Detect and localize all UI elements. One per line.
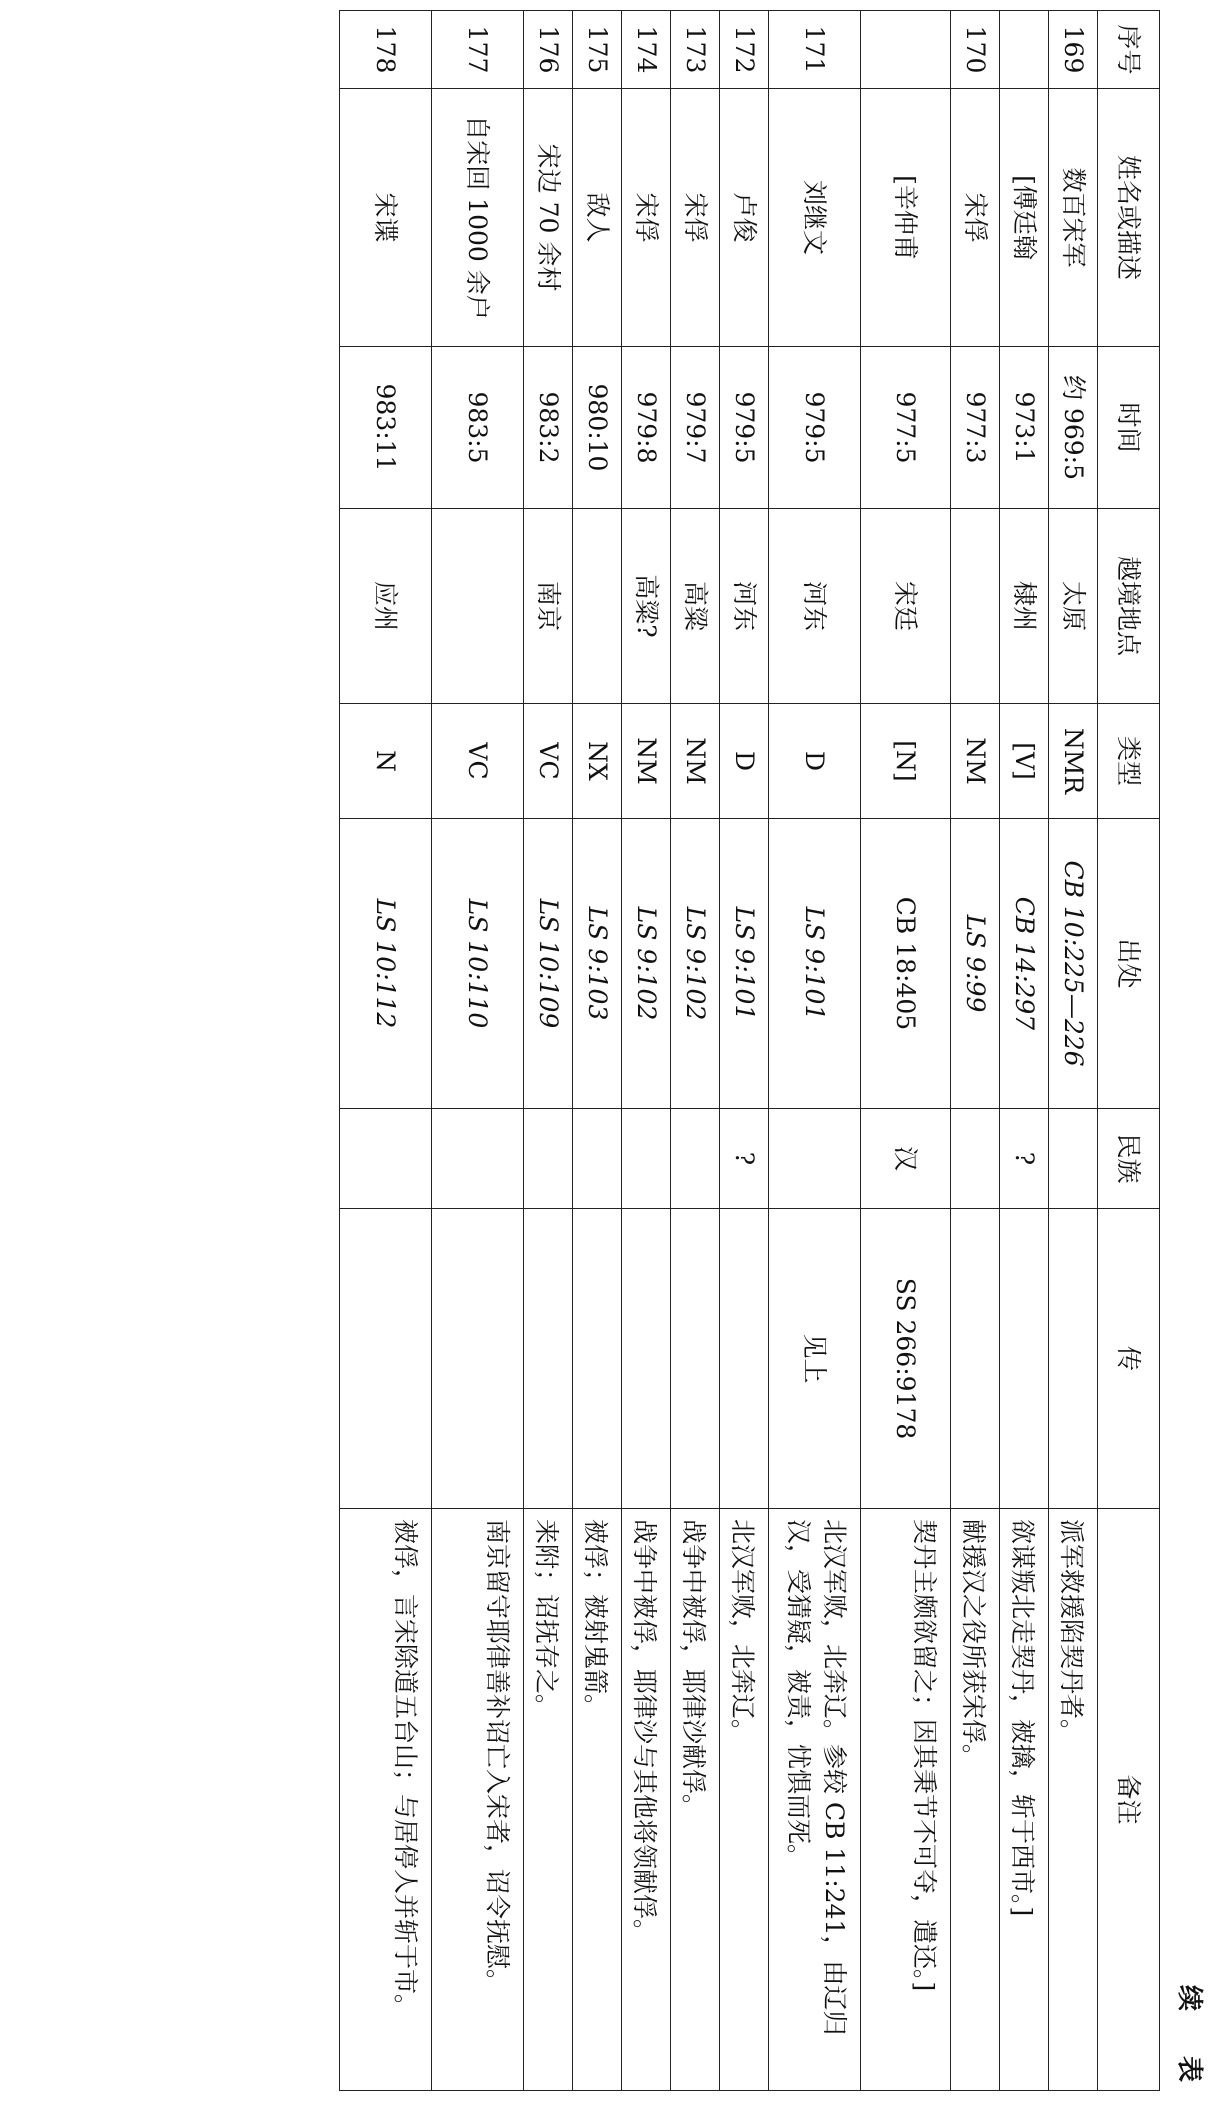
cell-place: 宋廷 [861, 509, 951, 704]
cell-biography [432, 1209, 524, 1509]
cell-source: LS 9:99 [951, 819, 1000, 1109]
cell-biography [671, 1209, 720, 1509]
table-row [340, 11, 432, 2091]
cell-type: NX [573, 704, 622, 819]
cell-ethnicity [573, 1109, 622, 1209]
cell-type: N [340, 704, 432, 819]
table-row [720, 11, 769, 2091]
cell-place: 应州 [340, 509, 432, 704]
cell-number: 177 [432, 11, 524, 89]
cell-ethnicity [1049, 1109, 1098, 1209]
cell-biography [340, 1209, 432, 1509]
header-cell: 民族 [1098, 1109, 1160, 1209]
cell-note: 战争中被俘，耶律沙献俘。 [671, 1509, 720, 2091]
table-row [622, 11, 671, 2091]
cell-place [951, 509, 1000, 704]
header-cell: 类型 [1098, 704, 1160, 819]
cell-place: 棣州 [1000, 509, 1049, 704]
table-row [1049, 11, 1098, 2091]
cell-time: 983:5 [432, 347, 524, 509]
cell-number [1000, 11, 1049, 89]
cell-time: 983:11 [340, 347, 432, 509]
cell-ethnicity: ? [720, 1109, 769, 1209]
cell-note: 北汉军败，北奔辽。参较 CB 11:241，由辽归汉，受猜疑，被责，忧惧而死。 [769, 1509, 861, 2091]
cell-source: CB 14:297 [1000, 819, 1049, 1109]
table-row [432, 11, 524, 2091]
cell-name: 宋边 70 余村 [524, 89, 573, 347]
cell-note: 献援汉之役所获宋俘。 [951, 1509, 1000, 2091]
header-cell: 备注 [1098, 1509, 1160, 2091]
cell-biography [622, 1209, 671, 1509]
table-row [1000, 11, 1049, 2091]
header-cell: 姓名或描述 [1098, 89, 1160, 347]
cell-type: NM [671, 704, 720, 819]
cell-biography: 见上 [769, 1209, 861, 1509]
cell-ethnicity [340, 1109, 432, 1209]
cell-biography [1000, 1209, 1049, 1509]
cell-time: 983:2 [524, 347, 573, 509]
cell-note: 南京留守耶律善补诏亡入宋者，诏令抚慰。 [432, 1509, 524, 2091]
cell-type: D [769, 704, 861, 819]
cell-note: 战争中被俘，耶律沙与其他将领献俘。 [622, 1509, 671, 2091]
cell-number: 178 [340, 11, 432, 89]
cell-source: LS 9:101 [769, 819, 861, 1109]
cell-ethnicity: ? [1000, 1109, 1049, 1209]
cell-type: [N] [861, 704, 951, 819]
cell-ethnicity [951, 1109, 1000, 1209]
cell-number: 170 [951, 11, 1000, 89]
cell-place: 高粱? [622, 509, 671, 704]
cell-ethnicity [432, 1109, 524, 1209]
cell-time: 979:8 [622, 347, 671, 509]
cell-type: [V] [1000, 704, 1049, 819]
cell-biography [951, 1209, 1000, 1509]
records-table [339, 10, 1160, 2091]
cell-time: 980:10 [573, 347, 622, 509]
cell-place [432, 509, 524, 704]
cell-name: 刘继文 [769, 89, 861, 347]
cell-number: 171 [769, 11, 861, 89]
cell-type: NMR [1049, 704, 1098, 819]
header-cell: 传 [1098, 1209, 1160, 1509]
cell-source: CB 10:225—226 [1049, 819, 1098, 1109]
cell-time: 977:5 [861, 347, 951, 509]
cell-number: 174 [622, 11, 671, 89]
cell-number: 169 [1049, 11, 1098, 89]
cell-biography [720, 1209, 769, 1509]
table-row [769, 11, 861, 2091]
cell-ethnicity: 汉 [861, 1109, 951, 1209]
cell-place: 高粱 [671, 509, 720, 704]
cell-source: LS 9:102 [671, 819, 720, 1109]
cell-name: [傅廷翰 [1000, 89, 1049, 347]
cell-source: LS 10:110 [432, 819, 524, 1109]
cell-name: 宋谍 [340, 89, 432, 347]
cell-biography: SS 266:9178 [861, 1209, 951, 1509]
cell-number: 176 [524, 11, 573, 89]
cell-time: 979:7 [671, 347, 720, 509]
cell-note: 欲谋叛北走契丹，被擒，斩于西市。] [1000, 1509, 1049, 2091]
cell-note: 被俘；被射鬼箭。 [573, 1509, 622, 2091]
cell-time: 979:5 [769, 347, 861, 509]
cell-note: 派军救援陷契丹者。 [1049, 1509, 1098, 2091]
cell-number [861, 11, 951, 89]
cell-source: LS 10:112 [340, 819, 432, 1109]
cell-biography [1049, 1209, 1098, 1509]
cell-source: LS 9:102 [622, 819, 671, 1109]
cell-place: 河东 [720, 509, 769, 704]
cell-name: [辛仲甫 [861, 89, 951, 347]
cell-place [573, 509, 622, 704]
cell-place: 河东 [769, 509, 861, 704]
cell-source: LS 9:103 [573, 819, 622, 1109]
cell-time: 约 969:5 [1049, 347, 1098, 509]
cell-name: 自宋回 1000 余户 [432, 89, 524, 347]
cell-name: 卢俊 [720, 89, 769, 347]
cell-name: 数百宋军 [1049, 89, 1098, 347]
cell-ethnicity [524, 1109, 573, 1209]
cell-biography [573, 1209, 622, 1509]
cell-place: 南京 [524, 509, 573, 704]
cell-name: 宋俘 [951, 89, 1000, 347]
cell-note: 来附；诏抚存之。 [524, 1509, 573, 2091]
cell-name: 宋俘 [671, 89, 720, 347]
cell-type: D [720, 704, 769, 819]
cell-name: 敌人 [573, 89, 622, 347]
header-cell: 出处 [1098, 819, 1160, 1109]
cell-place: 太原 [1049, 509, 1098, 704]
cell-ethnicity [622, 1109, 671, 1209]
table-row [524, 11, 573, 2091]
cell-ethnicity [769, 1109, 861, 1209]
cell-note: 被俘，言宋除道五台山；与居停人并斩于市。 [340, 1509, 432, 2091]
cell-type: NM [622, 704, 671, 819]
cell-time: 979:5 [720, 347, 769, 509]
cell-time: 977:3 [951, 347, 1000, 509]
cell-name: 宋俘 [622, 89, 671, 347]
cell-time: 973:1 [1000, 347, 1049, 509]
cell-source: LS 10:109 [524, 819, 573, 1109]
table-row [573, 11, 622, 2091]
header-cell: 越境地点 [1098, 509, 1160, 704]
cell-number: 173 [671, 11, 720, 89]
cell-source: LS 9:101 [720, 819, 769, 1109]
cell-source: CB 18:405 [861, 819, 951, 1109]
cell-biography [524, 1209, 573, 1509]
cell-type: VC [432, 704, 524, 819]
header-cell: 序号 [1098, 11, 1160, 89]
cell-type: VC [524, 704, 573, 819]
cell-number: 175 [573, 11, 622, 89]
cell-type: NM [951, 704, 1000, 819]
continued-label: 续 表 [1174, 1984, 1204, 2100]
header-row [1098, 11, 1160, 2091]
table-row [951, 11, 1000, 2091]
cell-number: 172 [720, 11, 769, 89]
cell-note: 北汉军败，北奔辽。 [720, 1509, 769, 2091]
header-cell: 时间 [1098, 347, 1160, 509]
table-row [861, 11, 951, 2091]
table-row [671, 11, 720, 2091]
cell-note: 契丹主颇欲留之；因其秉节不可夺，遣还。] [861, 1509, 951, 2091]
cell-ethnicity [671, 1109, 720, 1209]
